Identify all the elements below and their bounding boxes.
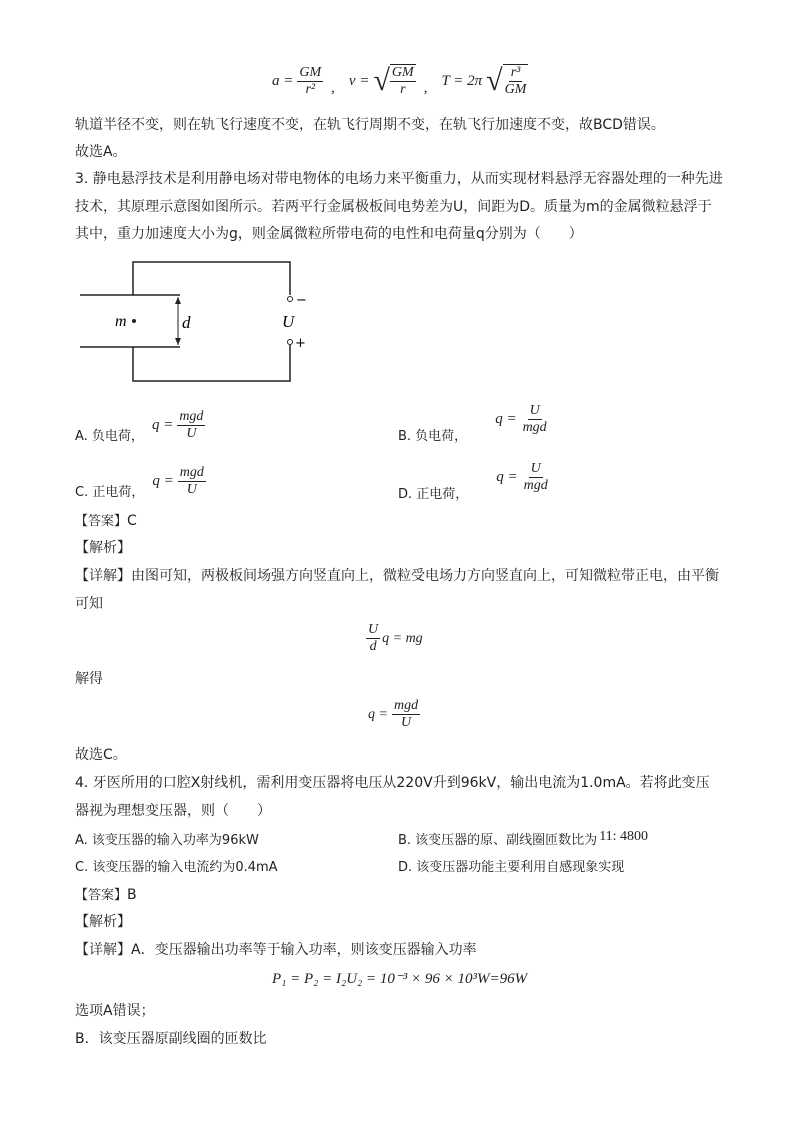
q4-stem-line: 器视为理想变压器，则（ ） <box>75 803 271 819</box>
particle-dot <box>132 319 136 323</box>
period-sqrt: √ $\frac{\text{r³}}{GM}$ <box>486 64 527 97</box>
accel-fraction: $\frac{GM}{\text{r²}}$ <box>299 64 322 97</box>
q3-detail-line: 可知 <box>75 596 103 612</box>
capacitor-diagram <box>70 255 330 390</box>
q3-option-d[interactable]: D. 正电荷， q = $\frac{U}{\text{mgd}}$ <box>398 461 548 502</box>
q3-detail-line: 【详解】由图可知，两极板间场强方向竖直向上，微粒受电场力方向竖直向上，可知微粒带正电，由平衡 <box>75 568 719 584</box>
q3-conclusion: 故选C。 <box>75 747 127 763</box>
q4-detail-line: B．该变压器原副线圈的匝数比 <box>75 1031 267 1047</box>
q3-stem-line: 3. 静电悬浮技术是利用静电场对带电物体的电场力来平衡重力，从而实现材料悬浮无容器处理的一种先进 <box>75 171 723 187</box>
velocity-symbol: v = <box>348 72 370 89</box>
lower-wire <box>133 345 290 381</box>
accel-symbol: a = <box>272 72 294 89</box>
period-symbol: T = 2π <box>441 72 483 89</box>
top-formula: a = $\frac{GM}{\text{r²}}$ , v = √ $\frac{GM}{r}$ , T = 2π √ $\frac{\text{r³}}{GM}$ <box>272 64 527 97</box>
q4-detail-line: 选项A错误； <box>75 1003 155 1019</box>
q3-option-b[interactable]: B. 负电荷， q = $\frac{U}{\text{mgd}}$ <box>398 403 547 444</box>
q4-option-a[interactable]: A. 该变压器的输入功率为96kW <box>75 833 259 848</box>
q3-stem-line: 技术，其原理示意图如图所示。若两平行金属极板间电势差为U，间距为D。质量为m的金属微粒悬浮于 <box>75 199 712 215</box>
q4-answer: 【答案】B <box>75 887 137 903</box>
q4-stem-line: 4. 牙医所用的口腔X射线机，需利用变压器将电压从220V升到96kV，输出电流为1.0mA。若将此变压 <box>75 775 710 791</box>
distance-label: d <box>182 313 191 332</box>
negative-terminal <box>288 297 293 302</box>
plus-sign: + <box>295 336 306 351</box>
voltage-label: U <box>282 312 295 331</box>
minus-sign: − <box>296 293 307 308</box>
paragraph-line: 轨道半径不变，则在轨飞行速度不变，在轨飞行周期不变，在轨飞行加速度不变，故BCD错误。 <box>75 117 665 133</box>
q3-option-c[interactable]: C. 正电荷， q = $\frac{\text{mgd}}{U}$ <box>75 465 204 500</box>
q3-stem-line: 其中，重力加速度大小为g，则金属微粒所带电荷的电性和电荷量q分别为（ ） <box>75 226 583 242</box>
q4-analysis-label: 【解析】 <box>75 914 131 930</box>
q3-equation-balance: $\frac{U}{d}$ q = mg <box>368 622 423 654</box>
q3-solve-label: 解得 <box>75 671 103 687</box>
velocity-sqrt: √ $\frac{GM}{r}$ <box>373 64 414 97</box>
q4-option-c[interactable]: C. 该变压器的输入电流约为0.4mA <box>75 860 278 875</box>
positive-terminal <box>288 340 293 345</box>
upper-wire <box>133 262 290 295</box>
paragraph-line: 故选A。 <box>75 144 127 160</box>
q3-answer: 【答案】C <box>75 513 137 529</box>
q3-option-a[interactable]: A. 负电荷， q = $\frac{\text{mgd}}{U}$ <box>75 409 204 444</box>
q4-option-d[interactable]: D. 该变压器功能主要利用自感现象实现 <box>398 860 625 875</box>
mass-label: m <box>115 313 127 330</box>
q4-power-equation: P₁ = P₂ = I₂U₂ = 10⁻³ × 96 × 10³W=96W <box>272 971 528 987</box>
q3-equation-result: q = $\frac{\text{mgd}}{U}$ <box>368 698 419 730</box>
q4-option-b[interactable]: B. 该变压器的原、副线圈匝数比为 11: 4800 <box>398 829 649 848</box>
q3-analysis-label: 【解析】 <box>75 540 131 556</box>
q4-detail-line: 【详解】A．变压器输出功率等于输入功率，则该变压器输入功率 <box>75 942 477 958</box>
